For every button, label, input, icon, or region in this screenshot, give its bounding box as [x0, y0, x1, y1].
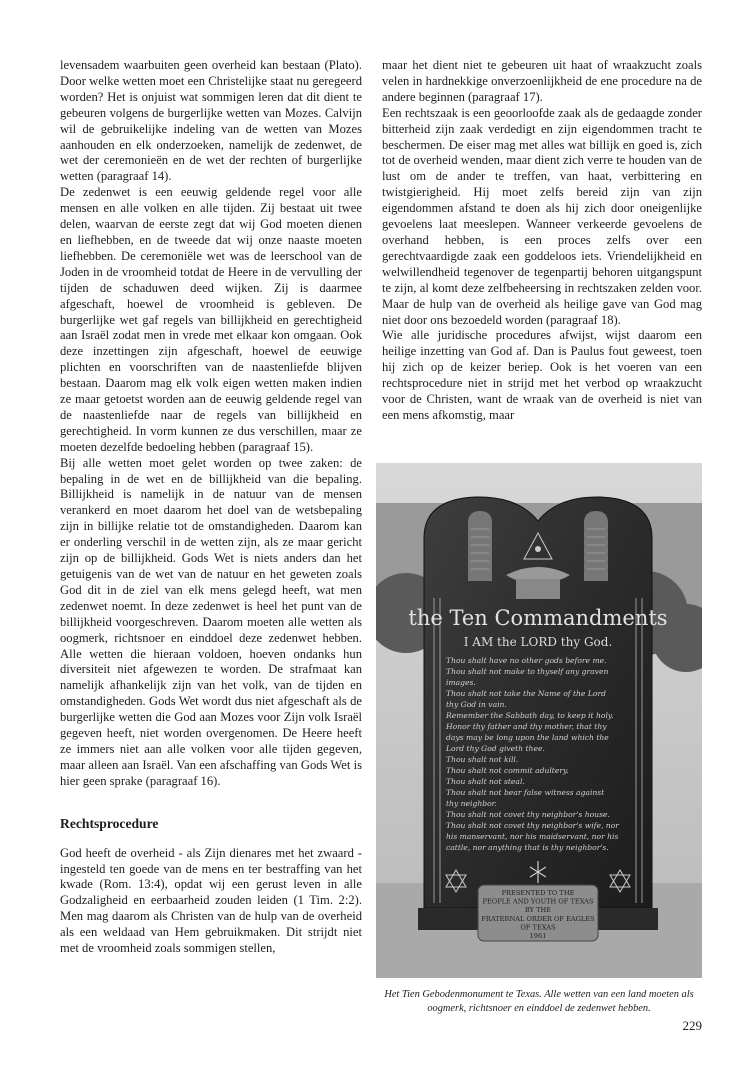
commandment-line: days may be long upon the land which the — [446, 733, 609, 742]
plaque-line: PEOPLE AND YOUTH OF TEXAS — [482, 897, 594, 906]
paragraph: Bij alle wetten moet gelet worden op twee zaken: de bepaling in de wet en de billijkheid van die bepaling. Billijkheid is namelijk in de natuur van de mensen verankerd en moet daarom het doel van de wetsbepaling zijn in billijke relatie tot de omstandigheden. Daarom kan er onderling verschil in de wetten zijn, als ze maar gericht zijn op de billijkheid. Gods Wet is niets anders dan het getuigenis van de wet van de natuur en het geweten zoals God dit in de ziel van elk mens gelegd heeft, wat men zedenwet noemt. In deze zedenwet is heel het punt van de billijkheid voorgeschreven. Daarom moeten alle wetten als oogmerk, richtsnoer en einddoel deze zedenwet hebben. Alle wetten die hieraan voldoen, hoeven ondanks hun diversiteit niet afgewezen te worden. De strafmaat kan namelijk afhankelijk zijn van het volk, van de tijden en omstandigheden. Gods Wet wordt dus niet afgeschaft als de burgerlijke wetten die God aan Mozes voor Zijn volk Israël gegeven heeft, niet worden overgenomen. De Heere heeft ze immers niet aan alle volken voor alle tijden gegeven, maar alleen aan Israël. Van een afschaffing van Gods Wet is hier geen sprake (paragraaf 16). — [60, 455, 362, 788]
eye-icon — [535, 546, 541, 552]
monument-title: the Ten Commandments — [408, 606, 668, 630]
monument-subtitle: I AM the LORD thy God. — [463, 635, 613, 649]
commandment-line: Honor thy father and thy mother, that thy — [446, 722, 607, 731]
commandment-line: his manservant, nor his maidservant, nor his — [446, 832, 619, 841]
commandment-line: thy God in vain. — [446, 700, 507, 709]
flag-icon — [516, 579, 560, 599]
commandment-line: cattle, nor anything that is thy neighbor's. — [446, 843, 609, 852]
plaque-line: PRESENTED TO THE — [501, 889, 575, 897]
plaque-line: FRATERNAL ORDER OF EAGLES — [481, 914, 595, 923]
monument-photo — [376, 463, 702, 978]
commandment-line: Thou shalt not make to thyself any graven — [446, 667, 609, 676]
paragraph: maar het dient niet te gebeuren uit haat of wraakzucht zoals velen in hardnekkige onverzoenlijkheid de ene procedure na de andere beginnen (paragraaf 17). — [382, 58, 702, 104]
paragraph: Een rechtszaak is een geoorloofde zaak als de gedaagde zonder bitterheid zijn zaak verdedigt en zijn eigendommen tracht te beschermen. De eiser mag met alles wat billijk en goed is, zich tot de overheid wenden, maar dient zich verre te houden van de lust om de ander te treffen, van haat, verbittering en twistgierigheid. Hij moet zelfs bereid zijn van zijn eigendommen afstand te doen als hij zich door oneigenlijke gevoelens laat meeslepen. Wanneer verkeerde gevoelens de overhand hebben, is een proces zelfs over een gerechtvaardigde zaak een goddeloos iets. Vriendelijkheid en welwillendheid tegenover de tegenpartij behoren uitgangspunt te zijn, al komt deze zelfbeheersing in rechtszaken zelden voor. Maar de hulp van de overheid als heilige gave van God mag niet door ons bezoedeld worden (paragraaf 18). — [382, 105, 702, 327]
commandment-line: Thou shalt not commit adultery. — [446, 766, 569, 775]
commandment-line: Remember the Sabbath day, to keep it holy. — [446, 711, 614, 720]
paragraph: levensadem waarbuiten geen overheid kan bestaan (Plato). Door welke wetten moet een Christelijke staat nu geregeerd worden? Het is onjuist wat sommigen leren dat dit dient te gebeuren volgens de burgerlijke wetten van Mozes. Calvijn wil de gebruikelijke indeling van de wetten van Mozes aanhouden en elk onderzoeken, namelijk de zedenwet, de wet der ceremonieën en de wet der rechten of burgerlijke wetten (paragraaf 14). — [60, 58, 362, 184]
commandment-line: Lord thy God giveth thee. — [446, 744, 545, 753]
page-number: 229 — [682, 1018, 702, 1033]
commandment-line: images. — [446, 678, 476, 687]
paragraph: God heeft de overheid - als Zijn dienares met het zwaard - ingesteld ten goede van de mens en ter bestraffing van het kwade (Rom. 13:4), opdat wij een gerust leven in alle Godzaligheid en eerbaarheid zouden leiden (1 Tim. 2:2). Men mag daarom als Christen van de hulp van de overheid als een weldaad van Hem gebruikmaken. Dit strijdt niet met de vroomheid zoals sommigen stellen, — [60, 845, 362, 956]
commandment-line: Thou shalt not bear false witness against — [446, 788, 605, 797]
plaque-line: BY THE — [524, 906, 552, 915]
monument-figure — [376, 463, 702, 1016]
plaque-line: 1961 — [529, 932, 547, 940]
commandment-line: Thou shalt not take the Name of the Lord — [446, 689, 606, 698]
commandment-line: Thou shalt not covet thy neighbor's wife, nor — [446, 821, 619, 830]
commandment-line: Thou shalt not kill. — [446, 755, 519, 764]
commandment-line: Thou shalt not covet thy neighbor's house. — [446, 810, 610, 819]
paragraph: Wie alle juridische procedures afwijst, wijst daarom een heilige inzetting van God af. Dan is Paulus fout geweest, toen hij zich op de keizer beriep. Ook is het voeren van een rechtsprocedure niet in strijd met het verbod op wraakzucht voor de Christen, want de wraak van de overheid is niet van een mens afkomstig, maar — [382, 328, 702, 422]
commandment-line: Thou shalt have no other gods before me. — [446, 656, 607, 665]
section-heading: Rechtsprocedure — [60, 815, 159, 831]
figure-caption: Het Tien Gebodenmonument te Texas. Alle wetten van een land moeten als oogmerk, richtsnoer en einddoel de zedenwet hebben. — [384, 989, 694, 1014]
commandment-line: thy neighbor. — [446, 799, 497, 808]
left-text-column — [60, 58, 362, 957]
right-text-column — [382, 58, 702, 424]
plaque-line: OF TEXAS — [520, 923, 556, 932]
commandment-line: Thou shalt not steal. — [446, 777, 525, 786]
paragraph: De zedenwet is een eeuwig geldende regel voor alle mensen en alle volken en alle tijden. Zij bestaat uit twee delen, waarvan de eerste zegt dat wij God moeten dienen en liefhebben, en de tweede dat wij onze naaste moeten liefhebben. De ceremoniële wet was de leerschool van de Joden in de vroomheid totdat de Heere in de vervulling der tijden de schaduwen deed wijken. Zij is daarmee afgeschaft, hoewel de vroomheid is gebleven. De burgerlijke wet gaf regels van billijkheid en gerechtigheid aan Israël zodat men in vrede met elkaar kon omgaan. Ook deze inzettingen zijn afgeschaft, hoewel de eeuwige plichten en voorschriften van de naastenliefde blijven bestaan. Daarom mag elk volk eigen wetten maken indien ze maar getoetst worden aan de eeuwig geldende regel van de naastenliefde naar de regels van billijkheid en gerechtigheid. In vorm kunnen ze dus verschillen, maar ze moeten dezelfde bedoeling hebben (paragraaf 15). — [60, 185, 362, 454]
